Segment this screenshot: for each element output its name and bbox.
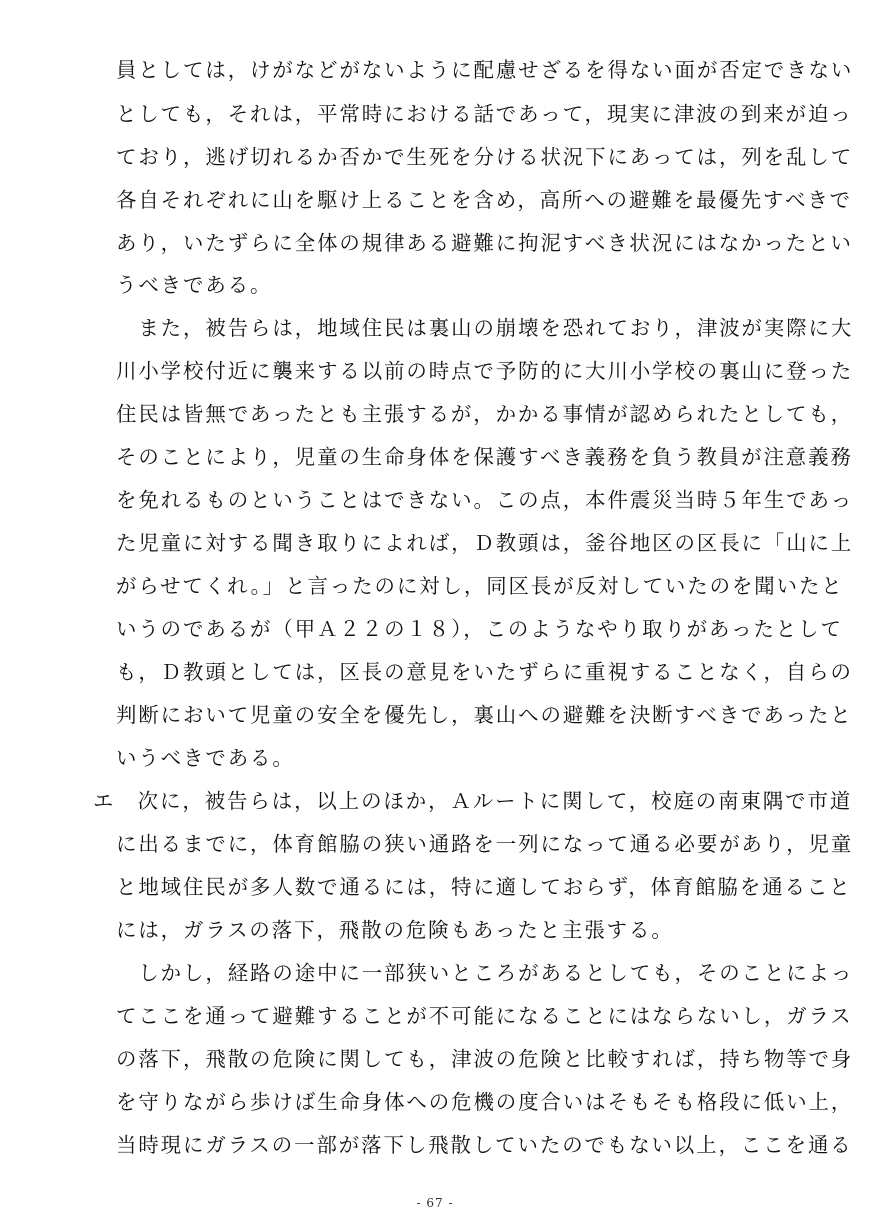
text-line: としても，それは，平常時における話であって，現実に津波の到来が迫っ: [116, 102, 853, 126]
text-line: いうべきである。: [116, 746, 295, 770]
text-line: 住民は皆無であったとも主張するが，かかる事情が認められたとしても，: [116, 402, 854, 426]
text-line: も，Ｄ教頭としては，区長の意見をいたずらに重視することなく，自らの: [116, 660, 853, 684]
text-line: に出るまでに，体育館脇の狭い通路を一列になって通る必要があり，児童: [116, 832, 854, 856]
text-line: 当時現にガラスの一部が落下し飛散していたのでもない以上，ここを通る: [116, 1133, 853, 1157]
text-line: てここを通って避難することが不可能になることにはならないし，ガラス: [116, 1004, 853, 1028]
text-line: の落下，飛散の危険に関しても，津波の危険と比較すれば，持ち物等で身: [116, 1047, 854, 1071]
text-line: そのことにより，児童の生命身体を保護すべき義務を負う教員が注意義務: [116, 445, 853, 469]
text-line: た児童に対する聞き取りによれば，Ｄ教頭は，釜谷地区の区長に「山に上: [116, 531, 854, 555]
text-line: を守りながら歩けば生命身体への危機の度合いはそもそも格段に低い上，: [116, 1090, 854, 1114]
text-line: うべきである。: [116, 273, 273, 297]
text-line: を免れるものということはできない。この点，本件震災当時５年生であっ: [116, 488, 854, 512]
section-heading-e: エ 次に，被告らは，以上のほか，Ａルートに関して，校庭の南東隅で市道: [93, 789, 853, 813]
text-line: また，被告らは，地域住民は裏山の崩壊を恐れており，津波が実際に大: [116, 316, 854, 340]
text-line: には，ガラスの落下，飛散の危険もあったと主張する。: [116, 918, 674, 942]
text-line: 判断において児童の安全を優先し，裏山への避難を決断すべきであったと: [116, 703, 853, 727]
text-line: あり，いたずらに全体の規律ある避難に拘泥すべき状況にはなかったとい: [116, 231, 853, 255]
text-line: と地域住民が多人数で通るには，特に適しておらず，体育館脇を通ること: [116, 875, 852, 899]
text-line: がらせてくれ。」と言ったのに対し，同区長が反対していたのを聞いたと: [116, 574, 844, 598]
text-line: しかし，経路の途中に一部狭いところがあるとしても，そのことによっ: [116, 961, 854, 985]
text-line: ており，逃げ切れるか否かで生死を分ける状況下にあっては，列を乱して: [116, 145, 854, 169]
page-number: - 67 -: [416, 1196, 454, 1210]
text-line: 各自それぞれに山を駆け上ることを含め，高所への避難を最優先すべきで: [116, 188, 853, 212]
text-line: いうのであるが（甲Ａ２２の１８），このようなやり取りがあったとして: [116, 617, 843, 641]
text-line: 川小学校付近に襲来する以前の時点で予防的に大川小学校の裏山に登った: [116, 359, 854, 383]
text-line: 員としては，けがなどがないように配慮せざるを得ない面が否定できない: [116, 58, 854, 82]
